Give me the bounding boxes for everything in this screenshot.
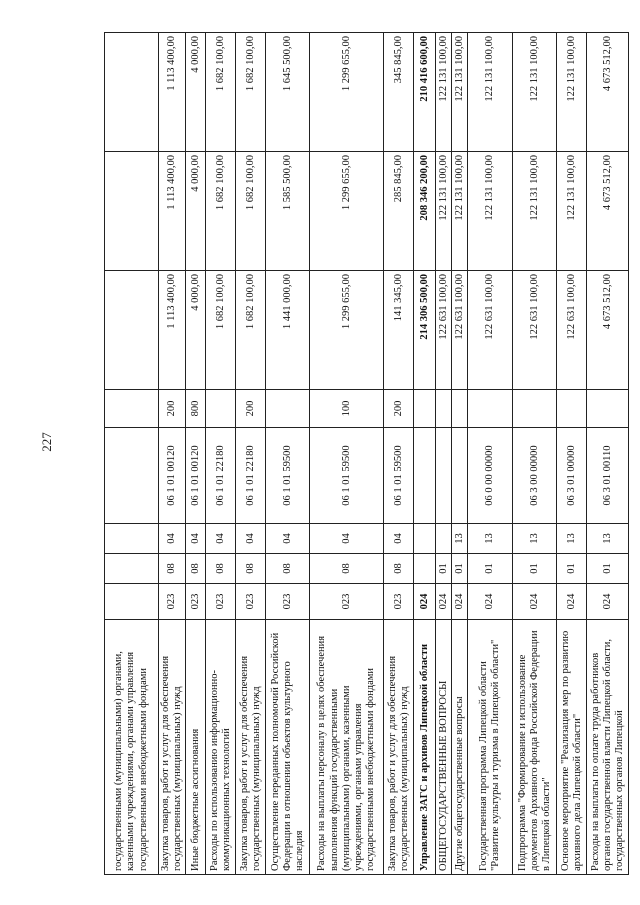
row-name-cell: Закупка товаров, работ и услуг для обеспечения государственных (муниципальных) нужд: [159, 620, 186, 875]
row-name-cell: Другие общегосударственные вопросы: [452, 620, 468, 875]
subsection-code-cell: 04: [384, 524, 414, 554]
section-code-cell: 01: [452, 554, 468, 584]
amount-year1-cell: 4 673 512,00: [587, 271, 629, 390]
admin-code-cell: 023: [266, 584, 310, 620]
admin-code-cell: 023: [159, 584, 186, 620]
amount-year1-cell: 214 306 500,00: [414, 271, 436, 390]
row-name-cell: Расходы по использованию информационно-коммуникационных технологий: [206, 620, 236, 875]
row-name-cell: Закупка товаров, работ и услуг для обеспечения государственных (муниципальных) нужд: [236, 620, 266, 875]
table-row: [557, 33, 587, 875]
table-row: [587, 33, 629, 875]
amount-year2-cell: 285 845,00: [384, 152, 414, 271]
subsection-code-cell: 13: [452, 524, 468, 554]
amount-year1-cell: 1 299 655,00: [310, 271, 384, 390]
amount-year2-cell: 1 113 400,00: [159, 152, 186, 271]
amount-year3-cell: 122 131 100,00: [436, 33, 452, 152]
section-code-cell: 08: [159, 554, 186, 584]
amount-year2-cell: 122 131 100,00: [513, 152, 557, 271]
table-row: [513, 33, 557, 875]
amount-year3-cell: 345 845,00: [384, 33, 414, 152]
admin-code-cell: 024: [452, 584, 468, 620]
amount-year2-cell: [105, 152, 159, 271]
amount-year1-cell: 122 631 100,00: [513, 271, 557, 390]
admin-code-cell: 024: [436, 584, 452, 620]
target-article-cell: 06 1 01 00120: [186, 428, 206, 524]
expense-type-cell: [468, 390, 513, 428]
amount-year3-cell: 122 131 100,00: [557, 33, 587, 152]
target-article-cell: 06 3 01 00110: [587, 428, 629, 524]
amount-year2-cell: 1 585 500,00: [266, 152, 310, 271]
amount-year1-cell: 4 000,00: [186, 271, 206, 390]
subsection-code-cell: 04: [186, 524, 206, 554]
table-row: [310, 33, 384, 875]
amount-year1-cell: [105, 271, 159, 390]
amount-year2-cell: 122 131 100,00: [436, 152, 452, 271]
subsection-code-cell: 04: [310, 524, 384, 554]
target-article-cell: 06 1 01 22180: [206, 428, 236, 524]
target-article-cell: [436, 428, 452, 524]
page-number: 227: [39, 432, 54, 452]
row-name-cell: Иные бюджетные ассигнования: [186, 620, 206, 875]
amount-year3-cell: 1 645 500,00: [266, 33, 310, 152]
admin-code-cell: 023: [236, 584, 266, 620]
amount-year2-cell: 122 131 100,00: [452, 152, 468, 271]
expense-type-cell: [557, 390, 587, 428]
expense-type-cell: [513, 390, 557, 428]
target-article-cell: 06 1 01 59500: [266, 428, 310, 524]
section-code-cell: 01: [468, 554, 513, 584]
expense-type-cell: [452, 390, 468, 428]
section-code-cell: 08: [206, 554, 236, 584]
expense-type-cell: 200: [236, 390, 266, 428]
table-row: [468, 33, 513, 875]
admin-code-cell: 024: [468, 584, 513, 620]
amount-year3-cell: 122 131 100,00: [468, 33, 513, 152]
expense-type-cell: [587, 390, 629, 428]
amount-year3-cell: 4 673 512,00: [587, 33, 629, 152]
row-name-cell: Закупка товаров, работ и услуг для обеспечения государственных (муниципальных) нужд: [384, 620, 414, 875]
row-name-cell: Основное мероприятие "Реализация мер по развитию архивного дела Липецкой области": [557, 620, 587, 875]
amount-year1-cell: 141 345,00: [384, 271, 414, 390]
admin-code-cell: 024: [513, 584, 557, 620]
row-name-cell: Подпрограмма "Формирование и использование документов Архивного фонда Российской Федерации в Липецкой области": [513, 620, 557, 875]
subsection-code-cell: 13: [468, 524, 513, 554]
amount-year3-cell: 1 113 400,00: [159, 33, 186, 152]
subsection-code-cell: 04: [236, 524, 266, 554]
amount-year3-cell: 122 131 100,00: [452, 33, 468, 152]
row-name-cell: Расходы на выплаты персоналу в целях обеспечения выполнения функций государственными (муниципальными) органами, казенными учреждениями, органами управления государственными внебюджетными фондами: [310, 620, 384, 875]
target-article-cell: 06 0 00 00000: [468, 428, 513, 524]
amount-year1-cell: 1 113 400,00: [159, 271, 186, 390]
row-name-cell: Государственная программа Липецкой области "Развитие культуры и туризма в Липецкой области": [468, 620, 513, 875]
budget-table: [104, 32, 629, 875]
admin-code-cell: 024: [557, 584, 587, 620]
target-article-cell: 06 1 01 22180: [236, 428, 266, 524]
table-row: [266, 33, 310, 875]
subsection-code-cell: 04: [206, 524, 236, 554]
table-row: [452, 33, 468, 875]
amount-year2-cell: 4 673 512,00: [587, 152, 629, 271]
table-row: [236, 33, 266, 875]
amount-year1-cell: 1 441 000,00: [266, 271, 310, 390]
expense-type-cell: 100: [310, 390, 384, 428]
expense-type-cell: 200: [384, 390, 414, 428]
amount-year2-cell: 1 682 100,00: [236, 152, 266, 271]
amount-year2-cell: 122 131 100,00: [468, 152, 513, 271]
subsection-code-cell: 04: [159, 524, 186, 554]
target-article-cell: [414, 428, 436, 524]
expense-type-cell: 200: [159, 390, 186, 428]
target-article-cell: 06 1 01 00120: [159, 428, 186, 524]
table-row: [436, 33, 452, 875]
budget-table-body: [105, 33, 629, 875]
expense-type-cell: [206, 390, 236, 428]
amount-year3-cell: 122 131 100,00: [513, 33, 557, 152]
section-code-cell: [105, 554, 159, 584]
admin-code-cell: 023: [384, 584, 414, 620]
subsection-code-cell: [105, 524, 159, 554]
section-code-cell: 08: [266, 554, 310, 584]
target-article-cell: 06 1 01 59500: [310, 428, 384, 524]
amount-year3-cell: [105, 33, 159, 152]
row-name-cell: Расходы на выплаты по оплате труда работников органов государственной власти Липецкой области, государственных органов Липецкой: [587, 620, 629, 875]
section-code-cell: 01: [587, 554, 629, 584]
amount-year2-cell: 1 682 100,00: [206, 152, 236, 271]
amount-year1-cell: 122 631 100,00: [452, 271, 468, 390]
amount-year3-cell: 210 416 600,00: [414, 33, 436, 152]
subsection-code-cell: 04: [266, 524, 310, 554]
row-name-cell: ОБЩЕГОСУДАРСТВЕННЫЕ ВОПРОСЫ: [436, 620, 452, 875]
row-name-cell: Управление ЗАГС и архивов Липецкой области: [414, 620, 436, 875]
section-code-cell: [414, 554, 436, 584]
admin-code-cell: 024: [587, 584, 629, 620]
table-row: [186, 33, 206, 875]
expense-type-cell: [436, 390, 452, 428]
target-article-cell: [452, 428, 468, 524]
section-code-cell: 08: [384, 554, 414, 584]
target-article-cell: 06 1 01 59500: [384, 428, 414, 524]
row-name-cell: Осуществление переданных полномочий Российской Федерации в отношении объектов культурного наследия: [266, 620, 310, 875]
section-code-cell: 01: [557, 554, 587, 584]
admin-code-cell: 024: [414, 584, 436, 620]
expense-type-cell: [105, 390, 159, 428]
budget-table-container: [104, 33, 625, 875]
amount-year1-cell: 1 682 100,00: [236, 271, 266, 390]
amount-year3-cell: 4 000,00: [186, 33, 206, 152]
subsection-code-cell: 13: [557, 524, 587, 554]
section-code-cell: 08: [310, 554, 384, 584]
admin-code-cell: [105, 584, 159, 620]
expense-type-cell: [414, 390, 436, 428]
subsection-code-cell: [436, 524, 452, 554]
expense-type-cell: [266, 390, 310, 428]
section-code-cell: 08: [186, 554, 206, 584]
section-code-cell: 01: [513, 554, 557, 584]
table-row: [414, 33, 436, 875]
table-row: [105, 33, 159, 875]
row-name-cell: государственными (муниципальными) органами, казенными учреждениями, органами управления государственными внебюджетными фондами: [105, 620, 159, 875]
subsection-code-cell: 13: [513, 524, 557, 554]
amount-year1-cell: 1 682 100,00: [206, 271, 236, 390]
admin-code-cell: 023: [310, 584, 384, 620]
target-article-cell: 06 3 01 00000: [557, 428, 587, 524]
table-row: [206, 33, 236, 875]
section-code-cell: 01: [436, 554, 452, 584]
table-row: [384, 33, 414, 875]
amount-year3-cell: 1 299 655,00: [310, 33, 384, 152]
amount-year2-cell: 122 131 100,00: [557, 152, 587, 271]
amount-year1-cell: 122 631 100,00: [436, 271, 452, 390]
amount-year2-cell: 208 346 200,00: [414, 152, 436, 271]
amount-year2-cell: 4 000,00: [186, 152, 206, 271]
amount-year1-cell: 122 631 100,00: [468, 271, 513, 390]
admin-code-cell: 023: [206, 584, 236, 620]
admin-code-cell: 023: [186, 584, 206, 620]
expense-type-cell: 800: [186, 390, 206, 428]
amount-year2-cell: 1 299 655,00: [310, 152, 384, 271]
target-article-cell: [105, 428, 159, 524]
subsection-code-cell: 13: [587, 524, 629, 554]
amount-year3-cell: 1 682 100,00: [206, 33, 236, 152]
target-article-cell: 06 3 00 00000: [513, 428, 557, 524]
amount-year1-cell: 122 631 100,00: [557, 271, 587, 390]
rotated-page-area: [104, 33, 625, 875]
table-row: [159, 33, 186, 875]
section-code-cell: 08: [236, 554, 266, 584]
subsection-code-cell: [414, 524, 436, 554]
amount-year3-cell: 1 682 100,00: [236, 33, 266, 152]
